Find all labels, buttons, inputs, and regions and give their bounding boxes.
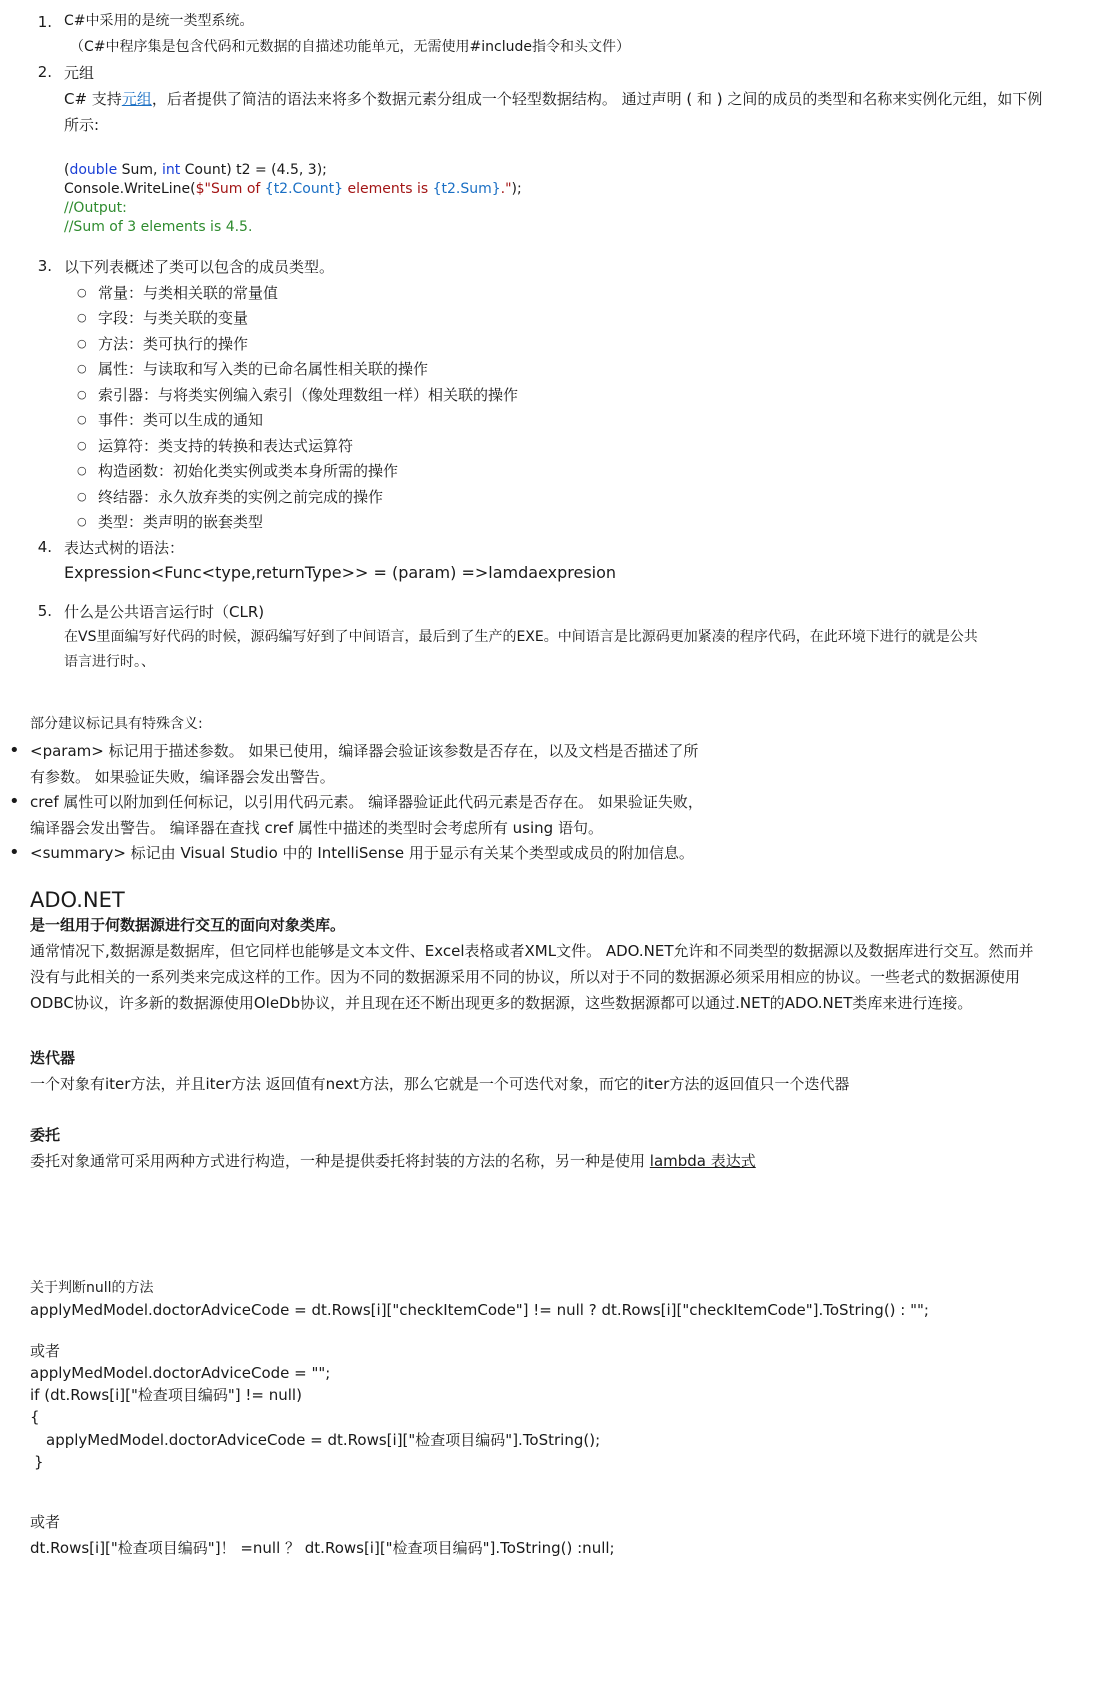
tags-intro: 部分建议标记具有特殊含义:: [30, 716, 203, 732]
tag-cref-line1: cref 属性可以附加到任何标记，以引用代码元素。 编译器验证此代码元素是否存在。 如果验证失败，: [30, 793, 703, 811]
item1-title: C#中采用的是统一类型系统。: [64, 13, 254, 29]
item1-note: （C#中程序集是包含代码和元数据的自描述功能单元，无需使用#include指令和头文件）: [70, 39, 630, 55]
list-item: 索引器：与将类实例编入索引（像处理数组一样）相关联的操作: [98, 386, 519, 404]
list-item: 终结器：永久放弃类的实例之前完成的操作: [98, 488, 384, 506]
list-item: 构造函数：初始化类实例或类本身所需的操作: [98, 462, 399, 480]
list-item: 运算符：类支持的转换和表达式运算符: [98, 437, 354, 455]
circle-bullet-icon: ○: [77, 464, 87, 477]
code-line: applyMedModel.doctorAdviceCode = dt.Rows[i]["checkItemCode"] != null ? dt.Rows[i]["checkItemCode"].ToString() : "";: [30, 1301, 929, 1319]
list-number: 3.: [37, 257, 52, 275]
item4-code: Expression<Func<type,returnType>> = (param) =>lamdaexpresion: [64, 563, 617, 582]
circle-bullet-icon: ○: [77, 311, 87, 324]
list-item: 事件：类可以生成的通知: [98, 411, 264, 429]
item3-title: 以下列表概述了类可以包含的成员类型。: [64, 258, 335, 276]
lambda-link[interactable]: lambda 表达式: [649, 1152, 756, 1170]
bullet-icon: •: [9, 842, 20, 863]
ado-subheading: 是一组用于何数据源进行交互的面向对象类库。: [30, 916, 346, 934]
code-line: }: [34, 1453, 44, 1471]
tag-param-line2: 有参数。 如果验证失败，编译器会发出警告。: [30, 768, 335, 786]
or-label: 或者: [30, 1513, 61, 1531]
circle-bullet-icon: ○: [77, 490, 87, 503]
ado-paragraph-line1: 通常情况下,数据源是数据库，但它同样也能够是文本文件、Excel表格或者XML文件。 ADO.NET允许和不同类型的数据源以及数据库进行交互。然而并: [30, 942, 1034, 960]
list-number: 2.: [37, 63, 52, 81]
tag-cref-line2: 编译器会发出警告。 编译器在查找 cref 属性中描述的类型时会考虑所有 using 语句。: [30, 819, 603, 837]
ado-paragraph-line2: 没有与此相关的一系列类来完成这样的工作。因为不同的数据源采用不同的协议，所以对于不同的数据源必须采用相应的协议。一些老式的数据源使用: [30, 968, 1021, 986]
code-comment: //Sum of 3 elements is 4.5.: [64, 219, 253, 235]
iterator-heading: 迭代器: [30, 1049, 76, 1067]
code-line: if (dt.Rows[i]["检查项目编码"] != null): [30, 1386, 302, 1404]
circle-bullet-icon: ○: [77, 286, 87, 299]
circle-bullet-icon: ○: [77, 515, 87, 528]
list-number: 1.: [37, 13, 52, 31]
code-comment: //Output:: [64, 200, 127, 216]
bullet-icon: •: [9, 791, 20, 812]
iterator-text: 一个对象有iter方法，并且iter方法 返回值有next方法，那么它就是一个可迭代对象，而它的iter方法的返回值只一个迭代器: [30, 1075, 850, 1093]
list-number: 4.: [37, 538, 52, 556]
circle-bullet-icon: ○: [77, 362, 87, 375]
null-check-title: 关于判断null的方法: [30, 1280, 154, 1296]
tag-param-line1: <param> 标记用于描述参数。 如果已使用，编译器会验证该参数是否存在，以及文档是否描述了所: [30, 742, 699, 760]
ado-paragraph-line3: ODBC协议，许多新的数据源使用OleDb协议，并且现在还不断出现更多的数据源，这些数据源都可以通过.NET的ADO.NET类库来进行连接。: [30, 994, 973, 1012]
item5-line2: 语言进行时。、: [64, 654, 155, 670]
list-item: 属性：与读取和写入类的已命名属性相关联的操作: [98, 360, 429, 378]
bullet-icon: •: [9, 740, 20, 761]
item2-paragraph-line1: C# 支持元组，后者提供了简洁的语法来将多个数据元素分组成一个轻型数据结构。 通过声明 ( 和 ) 之间的成员的类型和名称来实例化元组，如下例: [64, 90, 1043, 108]
list-item: 字段：与类关联的变量: [98, 309, 249, 327]
circle-bullet-icon: ○: [77, 413, 87, 426]
item5-title: 什么是公共语言运行时（CLR): [64, 603, 265, 621]
or-label: 或者: [30, 1342, 61, 1360]
ado-heading: ADO.NET: [30, 888, 125, 912]
delegate-heading: 委托: [30, 1126, 61, 1144]
code-line: applyMedModel.doctorAdviceCode = dt.Rows[i]["检查项目编码"].ToString();: [46, 1431, 601, 1449]
delegate-text: 委托对象通常可采用两种方式进行构造，一种是提供委托将封装的方法的名称，另一种是使用 lambda 表达式: [30, 1152, 756, 1170]
code-line: (double Sum, int Count) t2 = (4.5, 3);: [64, 162, 327, 178]
circle-bullet-icon: ○: [77, 388, 87, 401]
circle-bullet-icon: ○: [77, 337, 87, 350]
item2-paragraph-line2: 所示:: [64, 116, 100, 134]
list-number: 5.: [37, 602, 52, 620]
list-item: 类型：类声明的嵌套类型: [98, 513, 264, 531]
code-line: dt.Rows[i]["检查项目编码"]！ =null ？ dt.Rows[i]["检查项目编码"].ToString() :null;: [30, 1539, 615, 1557]
code-line: Console.WriteLine($"Sum of {t2.Count} elements is {t2.Sum}.");: [64, 181, 522, 197]
item5-line1: 在VS里面编写好代码的时候，源码编写好到了中间语言，最后到了生产的EXE。中间语言是比源码更加紧凑的程序代码，在此环境下进行的就是公共: [64, 629, 978, 645]
code-line: applyMedModel.doctorAdviceCode = "";: [30, 1364, 331, 1382]
circle-bullet-icon: ○: [77, 439, 87, 452]
item4-title: 表达式树的语法：: [64, 539, 185, 557]
item2-title: 元组: [64, 64, 95, 82]
tag-summary-line1: <summary> 标记由 Visual Studio 中的 IntelliSense 用于显示有关某个类型或成员的附加信息。: [30, 844, 694, 862]
list-item: 常量：与类相关联的常量值: [98, 284, 279, 302]
tuple-link[interactable]: 元组: [121, 90, 152, 108]
list-item: 方法：类可执行的操作: [98, 335, 249, 353]
code-line: {: [30, 1408, 40, 1426]
